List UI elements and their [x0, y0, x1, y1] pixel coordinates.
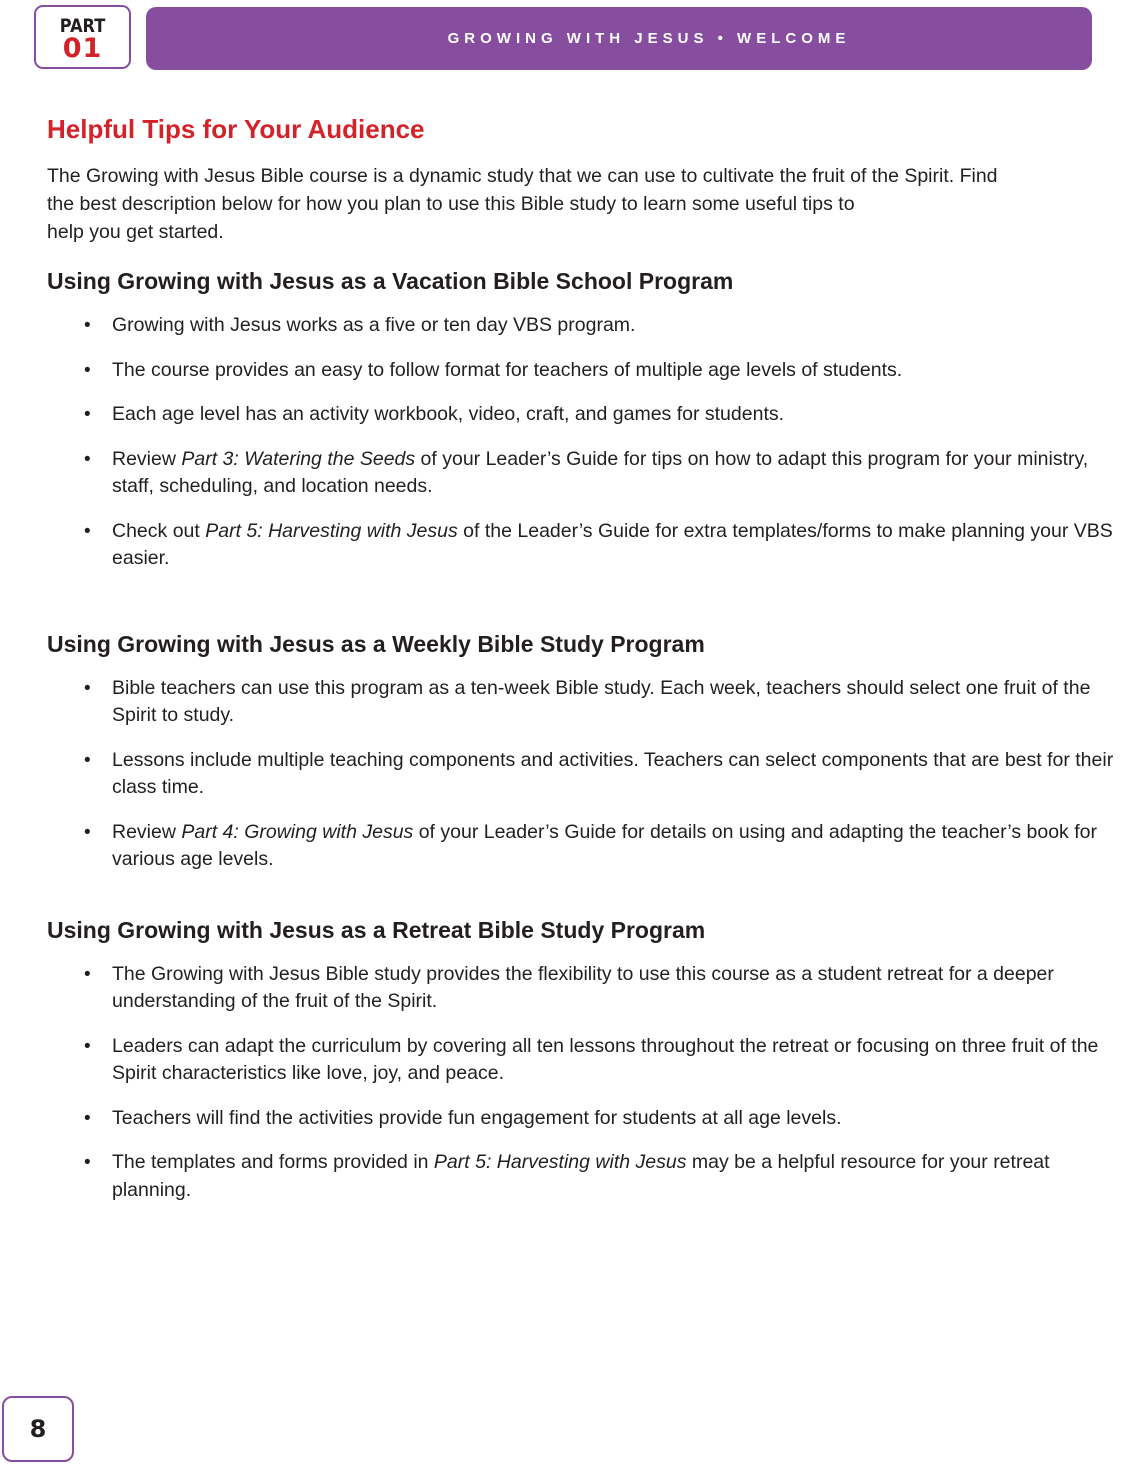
intro-line: The Growing with Jesus Bible course is a dynamic study that we can use to cultivate the fruit of the Spirit. Find	[47, 165, 998, 187]
list-item: • The Growing with Jesus Bible study provides the flexibility to use this course as a student retreat for a deeper understanding of the fruit of the Spirit.	[84, 962, 1054, 1012]
bullet-icon: •	[84, 749, 91, 771]
section-heading-weekly: Using Growing with Jesus as a Weekly Bible Study Program	[47, 630, 705, 657]
list-item: • Teachers will find the activities provide fun engagement for students at all age levels.	[47, 1105, 1117, 1133]
bullet-icon: •	[84, 359, 91, 381]
page-title: Helpful Tips for Your Audience	[47, 114, 425, 144]
bullet-icon: •	[84, 315, 91, 336]
list-item: • Check out Part 5: Harvesting with Jesus of the Leader’s Guide for extra templates/forms to make planning your VBS easier.	[84, 519, 1113, 569]
list-item: • Bible teachers can use this program as a ten-week Bible study. Each week, teachers should select one fruit of the Spirit to study.	[84, 676, 1091, 726]
intro-line: help you get started.	[47, 221, 224, 243]
list-item: • Each age level has an activity workbook, video, craft, and games for students.	[47, 401, 1117, 429]
bullet-icon: •	[84, 1035, 91, 1057]
header-banner	[146, 7, 1092, 70]
bullet-icon: •	[84, 677, 91, 699]
list-item: • Lessons include multiple teaching components and activities. Teachers can select components that are best for their class time.	[84, 748, 1114, 798]
part-label: PART	[59, 15, 106, 37]
bullet-icon: •	[84, 1152, 91, 1173]
bullet-icon: •	[84, 963, 91, 985]
page-content	[47, 110, 1117, 1221]
list-item: • Growing with Jesus works as a five or ten day VBS program.	[47, 312, 1117, 340]
bullet-icon: •	[84, 520, 91, 542]
section-list-vbs	[47, 312, 1117, 573]
list-item: • The templates and forms provided in Part 5: Harvesting with Jesus may be a helpful resource for your retreat planning.	[84, 1151, 1050, 1201]
bullet-icon: •	[84, 448, 91, 470]
bullet-icon: •	[84, 821, 91, 843]
bullet-icon: •	[84, 404, 91, 425]
section-list-retreat	[47, 961, 1117, 1205]
banner-text: GROWING WITH JESUS • WELCOME	[447, 30, 851, 47]
intro-paragraph	[47, 162, 1097, 246]
part-badge	[34, 5, 131, 69]
list-item: • Review Part 4: Growing with Jesus of your Leader’s Guide for details on using and adapting the teacher’s book for various age levels.	[84, 820, 1097, 870]
page-number: 8	[2, 1396, 74, 1462]
section-list-weekly	[47, 675, 1117, 874]
list-item: • Leaders can adapt the curriculum by covering all ten lessons throughout the retreat or focusing on three fruit of the Spirit characteristics like love, joy, and peace.	[84, 1034, 1099, 1084]
list-item: • Review Part 3: Watering the Seeds of your Leader’s Guide for tips on how to adapt this program for your ministry, staff, scheduling, and location needs.	[84, 447, 1089, 497]
bullet-icon: •	[84, 1107, 91, 1129]
part-number: 01	[62, 33, 103, 64]
section-heading-retreat: Using Growing with Jesus as a Retreat Bible Study Program	[47, 916, 706, 943]
intro-line: the best description below for how you plan to use this Bible study to learn some useful tips to	[47, 193, 855, 215]
section-heading-vbs: Using Growing with Jesus as a Vacation Bible School Program	[47, 268, 734, 294]
list-item: • The course provides an easy to follow format for teachers of multiple age levels of students.	[47, 357, 1117, 385]
